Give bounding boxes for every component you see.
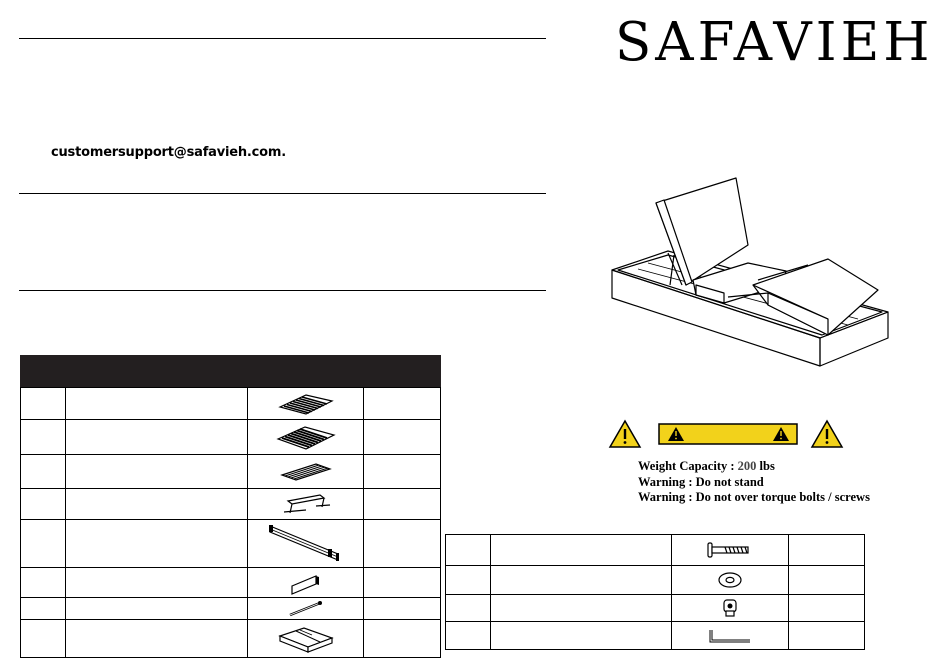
- divider-top: [19, 38, 546, 39]
- chaise-lounge-illustration: [608, 175, 893, 375]
- table-row: [21, 455, 441, 489]
- weight-capacity-value: 200: [737, 459, 757, 473]
- warning-text: [638, 459, 870, 506]
- caution-triangle-icon: [610, 421, 640, 447]
- brand-logo: SAFAVIEH: [615, 12, 934, 73]
- support-email[interactable]: customersupport@safavieh.com.: [51, 145, 286, 160]
- slatted-backrest-icon: [248, 388, 364, 420]
- weight-capacity-line: Weight Capacity : 200 lbs: [638, 459, 775, 473]
- table-row: [21, 520, 441, 568]
- warning-do-not-stand: Warning : Do not stand: [638, 474, 764, 489]
- cushion-set-icon: [248, 620, 364, 658]
- support-bracket-icon: [248, 489, 364, 520]
- side-rail-icon: [248, 520, 364, 568]
- table-row: [21, 568, 441, 598]
- divider-middle: [19, 193, 546, 194]
- allen-key-icon: [672, 622, 789, 650]
- bolt-icon: [672, 535, 789, 566]
- caution-label-icon: [659, 424, 797, 444]
- support-rod-icon: [248, 598, 364, 620]
- end-board-icon: [248, 568, 364, 598]
- barrel-nut-icon: [672, 595, 789, 622]
- washer-icon: [672, 566, 789, 595]
- table-row: [446, 535, 865, 566]
- divider-bottom: [19, 290, 546, 291]
- table-row: [21, 388, 441, 420]
- warning-banner: [608, 418, 848, 450]
- table-row: [446, 595, 865, 622]
- table-row: [21, 598, 441, 620]
- parts-table-header: [20, 355, 441, 387]
- table-row: [21, 620, 441, 658]
- caution-triangle-icon: [812, 421, 842, 447]
- table-row: [21, 420, 441, 455]
- table-row: [21, 489, 441, 520]
- table-row: [446, 566, 865, 595]
- hardware-table: [445, 534, 865, 650]
- warning-torque: Warning : Do not over torque bolts / screws: [638, 490, 870, 504]
- slat-panel-icon: [248, 455, 364, 489]
- parts-table: [20, 355, 441, 658]
- slatted-seat-frame-icon: [248, 420, 364, 455]
- table-row: [446, 622, 865, 650]
